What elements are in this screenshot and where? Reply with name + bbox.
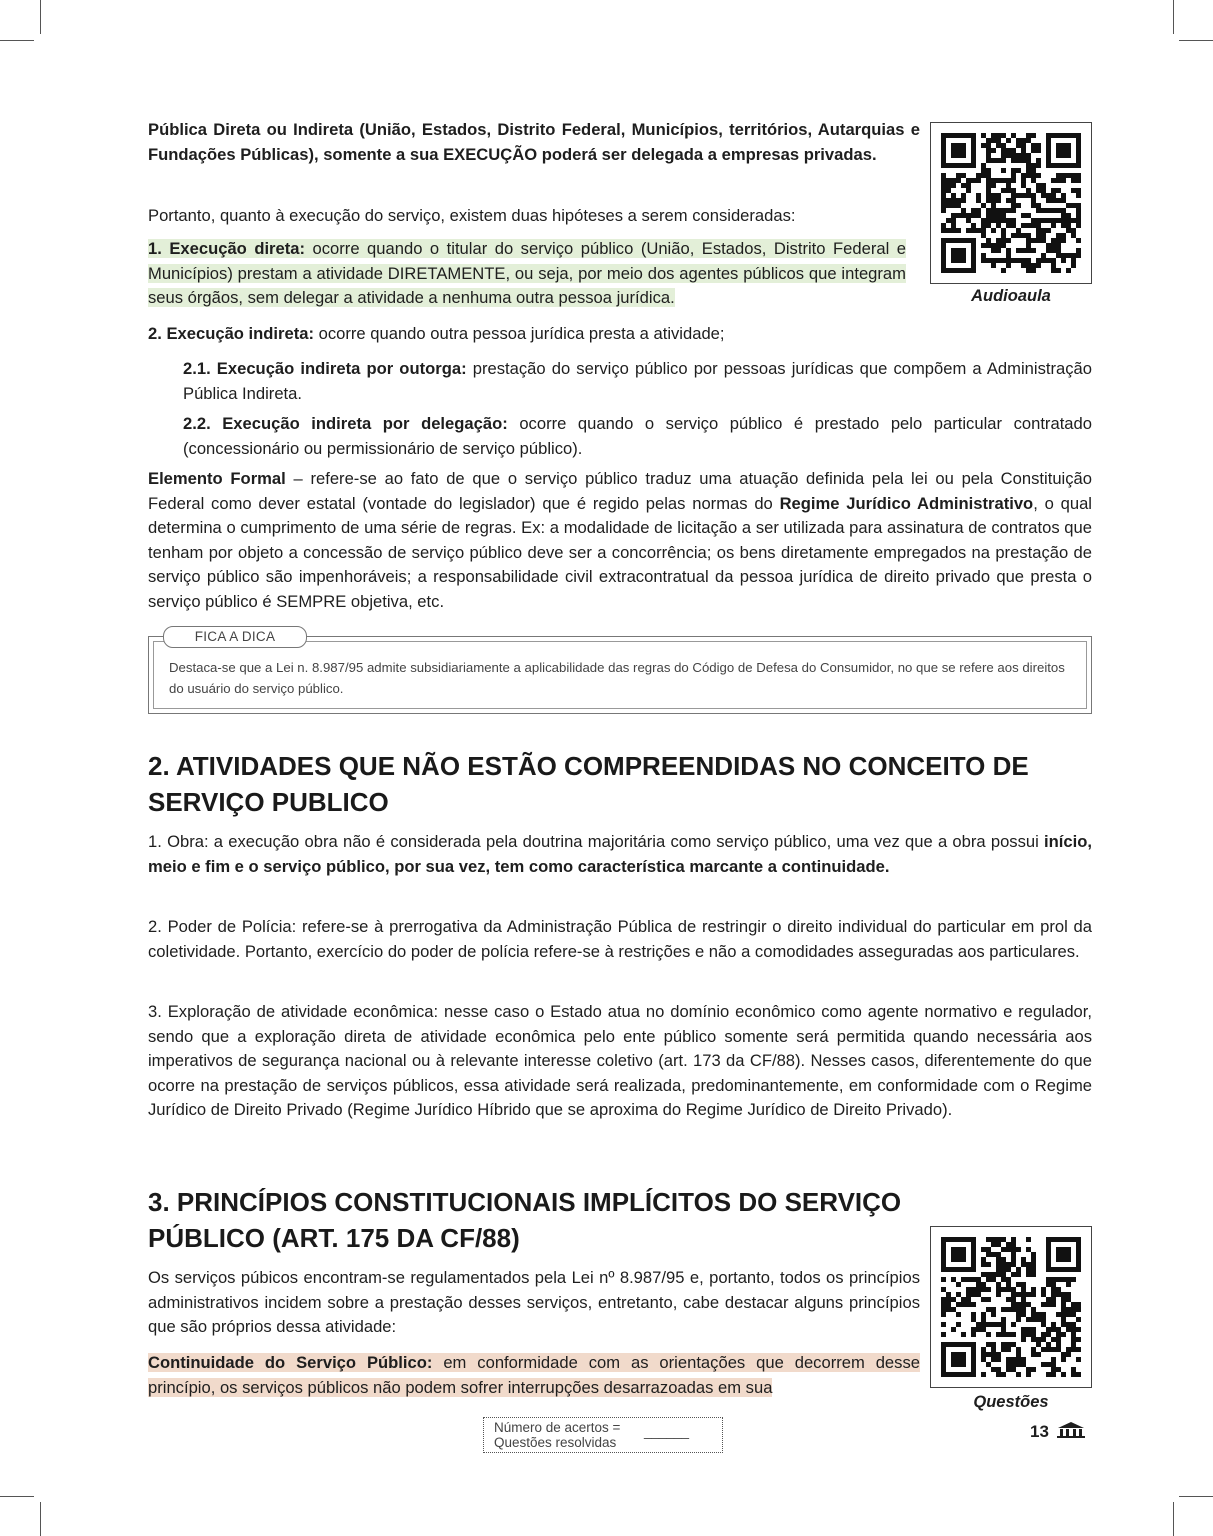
portanto-paragraph: Portanto, quanto à execução do serviço, existem duas hipóteses a serem consideradas: (148, 206, 796, 225)
crop-mark (0, 40, 34, 41)
execucao-direta-text: ocorre quando o titular do serviço público (União, Estados, Distrito Federal e Municípios) prestam a atividade DIRETAMENTE, ou seja, por meio dos agentes públicos que integram seus órgãos, sem delegar a atividade a nenhuma outra pessoa jurídica. (148, 239, 906, 307)
tip-box (148, 629, 1092, 714)
score-box (483, 1417, 723, 1453)
qr-caption: Questões (973, 1393, 1049, 1411)
tip-text: Destaca-se que a Lei n. 8.987/95 admite subsidiariamente a aplicabilidade das regras do Código de Defesa do Consumidor, no que se refere aos direitos do usuário do serviço público. (169, 660, 1065, 696)
obra-text: 1. Obra: a execução obra não é considerada pela doutrina majoritária como serviço público, uma vez que a obra possui (148, 832, 1045, 851)
elemento-formal-text: – refere-se ao fato de que o serviço público traduz uma atuação definida pela lei ou pela Constituição Federal como dever estatal (vontade do legislador) que é regido pelas normas do (148, 469, 1092, 513)
intro-bold-paragraph: Pública Direta ou Indireta (União, Estados, Distrito Federal, Municípios, territórios, Autarquias e Fundações Públicas), somente a sua EXECUÇÃO poderá ser delegada a empresas privadas. (148, 120, 920, 164)
continuidade-text: em conformidade com as orientações que decorrem desse princípio, os serviços públicos não podem sofrer interrupções desarrazoadas em sua (148, 1353, 920, 1397)
delegacao-text: ocorre quando o serviço público é prestado pelo particular contratado (concessionário ou permissionário de serviço público). (183, 414, 1092, 458)
execucao-direta-paragraph (148, 237, 906, 311)
building-logo-icon (1056, 1421, 1086, 1439)
qr-caption: Audioaula (971, 287, 1051, 305)
score-blank: ______ (644, 1424, 690, 1439)
crop-mark (40, 1502, 41, 1536)
obra-bold: início, meio e fim e o serviço público, por sua vez, tem como característica marcante a continuidade. (148, 832, 1092, 876)
crop-mark (1173, 0, 1174, 34)
delegacao-label: 2.2. Execução indireta por delegação: (183, 414, 508, 433)
qr-code-questoes[interactable] (930, 1226, 1092, 1388)
elemento-formal-paragraph (148, 467, 1092, 614)
execucao-direta-label: 1. Execução direta: (148, 239, 306, 258)
outorga-paragraph (183, 357, 1092, 406)
execucao-indireta-text: ocorre quando outra pessoa jurídica presta a atividade; (314, 324, 725, 343)
section-2-item-3: 3. Exploração de atividade econômica: nesse caso o Estado atua no domínio econômico como agente normativo e regulador, sendo que a exploração direta de atividade econômica pelo ente público somente será permitida quando necessária aos imperativos de segurança nacional ou à relevante interesse coletivo (art. 173 da CF/88). Nesses casos, diferentemente do que ocorre na prestação de serviços públicos, essa atividade será realizada, predominantemente, em conformidade com o Regime Jurídico de Direito Privado (Regime Jurídico Híbrido que se aproxima do Regime Jurídico de Direito Privado). (148, 1002, 1092, 1119)
section-3-intro: Os serviços púbicos encontram-se regulamentados pela Lei nº 8.987/95 e, portanto, todos os princípios administrativos incidem sobre a prestação desses serviços, entretanto, cabe destacar alguns princípios que são próprios dessa atividade: (148, 1268, 920, 1336)
page-number: 13 (1030, 1422, 1049, 1441)
crop-mark (1179, 40, 1213, 41)
regime-juridico-bold: Regime Jurídico Administrativo (779, 493, 1034, 513)
continuidade-paragraph (148, 1351, 920, 1400)
section-2-item-2: 2. Poder de Polícia: refere-se à prerrogativa da Administração Pública de restringir o direito individual do particular em prol da coletividade. Portanto, exercício do poder de polícia refere-se à restrições e não a comodidades asseguradas aos particulares. (148, 917, 1092, 961)
elemento-formal-text-end: , o qual determina o cumprimento de uma série de regras. Ex: a modalidade de licitação a ser utilizada para assinatura de contratos que tenham por objeto a concessão de serviço público deve ser a concorrência; os bens diretamente empregados na prestação de serviço público são impenhoráveis; a responsabilidade civil extracontratual da pessoa jurídica de direito privado que presta o serviço público é SEMPRE objetiva, etc. (148, 493, 1092, 611)
qr-code-audioaula[interactable] (930, 122, 1092, 284)
section-3-heading: 3. PRINCÍPIOS CONSTITUCIONAIS IMPLÍCITOS DO SERVIÇO PÚBLICO (ART. 175 DA CF/88) (148, 1187, 902, 1253)
crop-mark (1173, 1502, 1174, 1536)
execucao-indireta-label: 2. Execução indireta: (148, 324, 315, 343)
qr-code-icon (941, 133, 1081, 273)
continuidade-label: Continuidade do Serviço Público: (148, 1353, 433, 1372)
elemento-formal-label: Elemento Formal (148, 469, 286, 488)
outorga-text: prestação do serviço público por pessoas jurídicas que compõem a Administração Pública Indireta. (183, 359, 1092, 403)
crop-mark (0, 1496, 34, 1497)
section-2-heading: 2. ATIVIDADES QUE NÃO ESTÃO COMPREENDIDAS NO CONCEITO DE SERVIÇO PUBLICO (148, 751, 1029, 817)
outorga-label: 2.1. Execução indireta por outorga: (183, 359, 467, 378)
crop-mark (40, 0, 41, 34)
section-2-item-1 (148, 830, 1092, 879)
score-line-2: Questões resolvidas (494, 1435, 617, 1450)
crop-mark (1179, 1496, 1213, 1497)
qr-code-icon (941, 1237, 1081, 1377)
execucao-indireta-paragraph (148, 322, 1092, 347)
score-line-1: Número de acertos = (494, 1420, 621, 1435)
delegacao-paragraph (183, 412, 1092, 461)
tip-label: FICA A DICA (163, 626, 307, 648)
